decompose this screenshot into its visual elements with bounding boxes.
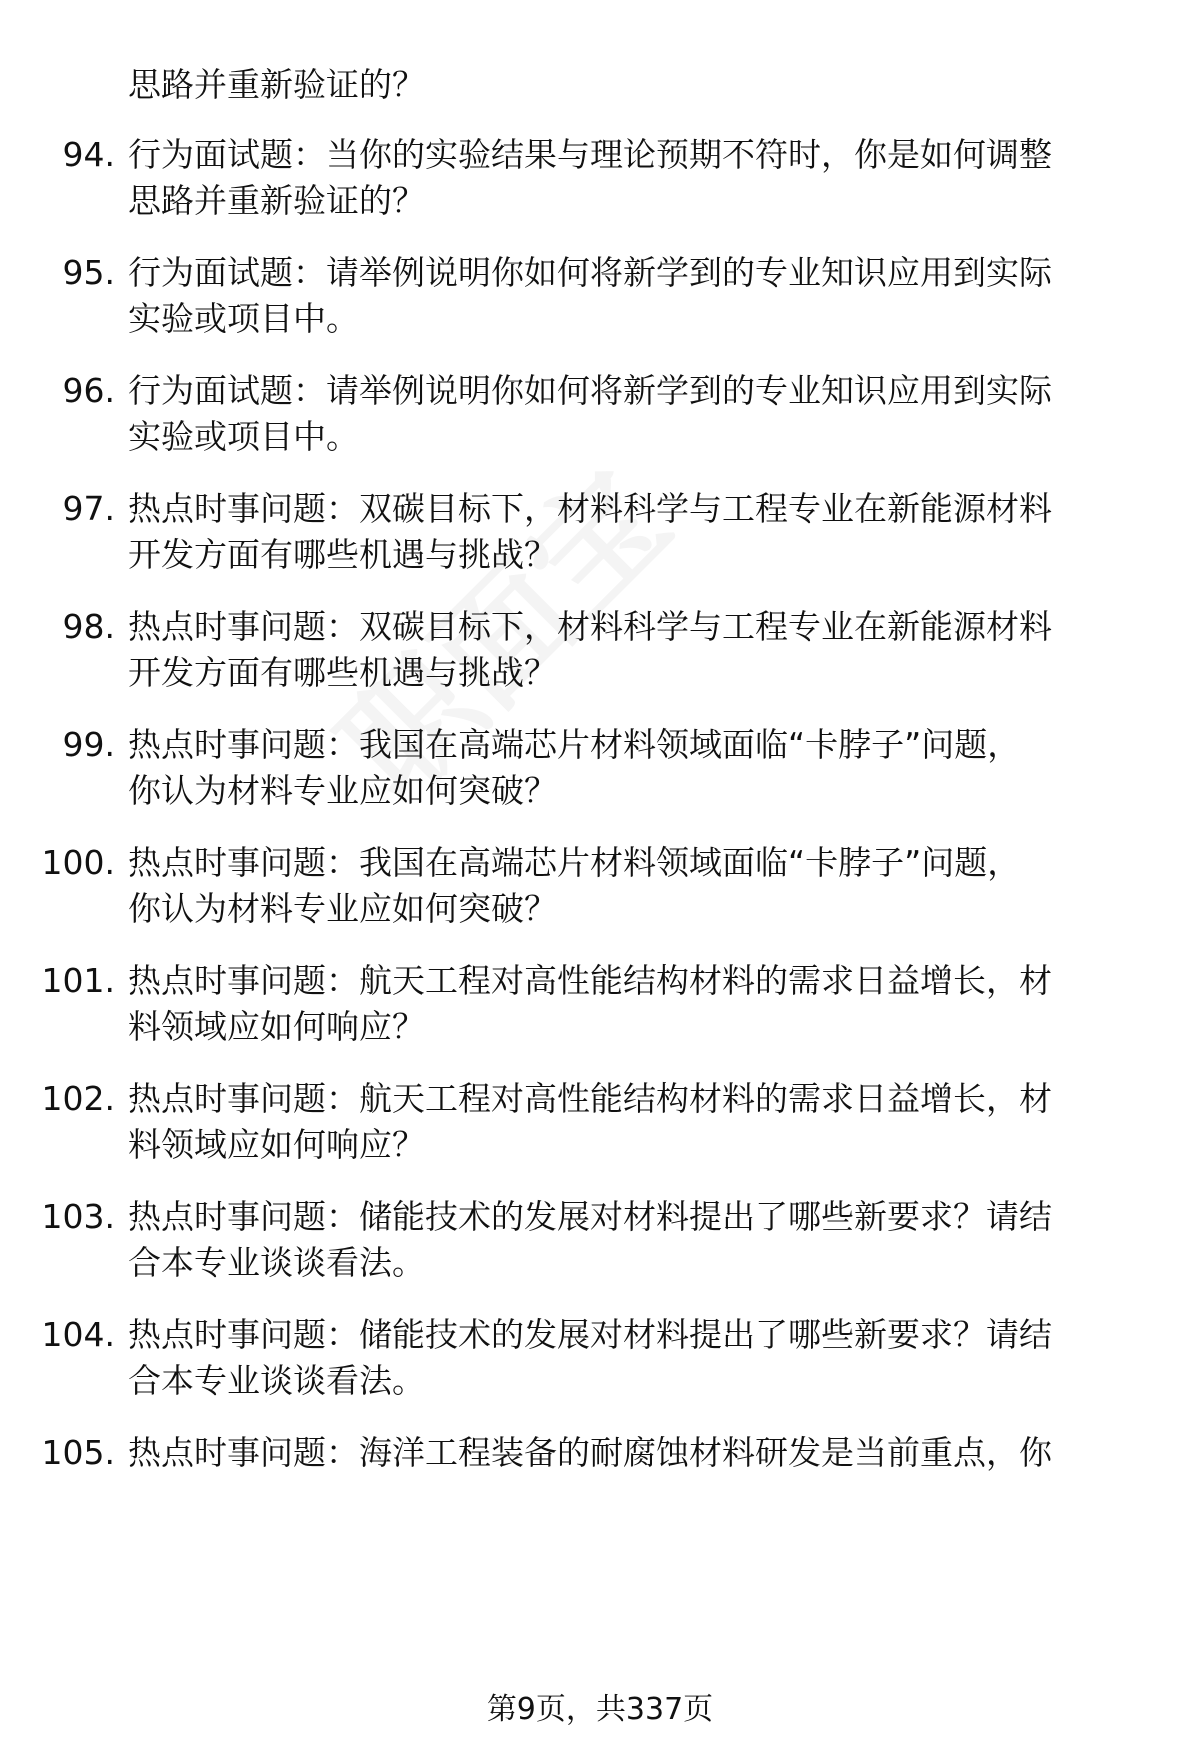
item-text xyxy=(128,840,1020,932)
item-text-line: 行为面试题：请举例说明你如何将新学到的专业知识应用到实际 xyxy=(128,371,1052,410)
item-number: 100. xyxy=(41,843,115,882)
item-text xyxy=(128,1076,1052,1168)
item-text xyxy=(128,486,1052,578)
item-text xyxy=(128,1194,1052,1286)
item-text-line: 热点时事问题：我国在高端芯片材料领域面临“卡脖子”问题， xyxy=(128,843,1021,882)
item-text xyxy=(128,1430,1052,1476)
item-text-line: 料领域应如何响应？ xyxy=(128,1125,425,1164)
item-text-line: 实验或项目中。 xyxy=(128,417,359,456)
page-footer: 第9页，共337页 xyxy=(486,1692,714,1727)
item-text-line: 热点时事问题：我国在高端芯片材料领域面临“卡脖子”问题， xyxy=(128,725,1021,764)
item-text-line: 料领域应如何响应？ xyxy=(128,1007,425,1046)
item-number: 96. xyxy=(62,371,115,410)
item-text-line: 实验或项目中。 xyxy=(128,299,359,338)
item-text-line: 热点时事问题：双碳目标下，材料科学与工程专业在新能源材料 xyxy=(128,489,1052,528)
item-text-line: 你认为材料专业应如何突破？ xyxy=(128,889,557,928)
item-number: 99. xyxy=(62,725,115,764)
item-text-line: 热点时事问题：储能技术的发展对材料提出了哪些新要求？请结 xyxy=(128,1197,1052,1236)
item-number: 98. xyxy=(62,607,115,646)
item-number: 94. xyxy=(62,135,115,174)
item-text-line: 行为面试题：请举例说明你如何将新学到的专业知识应用到实际 xyxy=(128,253,1052,292)
item-number: 102. xyxy=(41,1079,115,1118)
item-text xyxy=(128,368,1052,460)
item-text xyxy=(128,132,1052,224)
item-text xyxy=(128,722,1020,814)
item-text-line: 开发方面有哪些机遇与挑战？ xyxy=(128,653,557,692)
item-text-line: 开发方面有哪些机遇与挑战？ xyxy=(128,535,557,574)
item-text-line: 合本专业谈谈看法。 xyxy=(128,1361,425,1400)
continuation-text: 思路并重新验证的？ xyxy=(128,65,425,104)
item-number: 104. xyxy=(41,1315,115,1354)
item-number: 97. xyxy=(62,489,115,528)
item-text-line: 热点时事问题：航天工程对高性能结构材料的需求日益增长，材 xyxy=(128,1079,1052,1118)
item-text-line: 合本专业谈谈看法。 xyxy=(128,1243,425,1282)
item-text-line: 热点时事问题：海洋工程装备的耐腐蚀材料研发是当前重点，你 xyxy=(128,1433,1052,1472)
item-text xyxy=(128,250,1052,342)
item-text-line: 行为面试题：当你的实验结果与理论预期不符时，你是如何调整 xyxy=(128,135,1052,174)
item-number: 101. xyxy=(41,961,115,1000)
item-text-line: 你认为材料专业应如何突破？ xyxy=(128,771,557,810)
item-text xyxy=(128,1312,1052,1404)
item-number: 103. xyxy=(41,1197,115,1236)
item-text xyxy=(128,958,1052,1050)
item-text-line: 热点时事问题：双碳目标下，材料科学与工程专业在新能源材料 xyxy=(128,607,1052,646)
item-number: 105. xyxy=(41,1433,115,1472)
item-text xyxy=(128,604,1052,696)
item-text-line: 思路并重新验证的？ xyxy=(128,181,425,220)
item-text-line: 热点时事问题：储能技术的发展对材料提出了哪些新要求？请结 xyxy=(128,1315,1052,1354)
item-text-line: 热点时事问题：航天工程对高性能结构材料的需求日益增长，材 xyxy=(128,961,1052,1000)
item-number: 95. xyxy=(62,253,115,292)
